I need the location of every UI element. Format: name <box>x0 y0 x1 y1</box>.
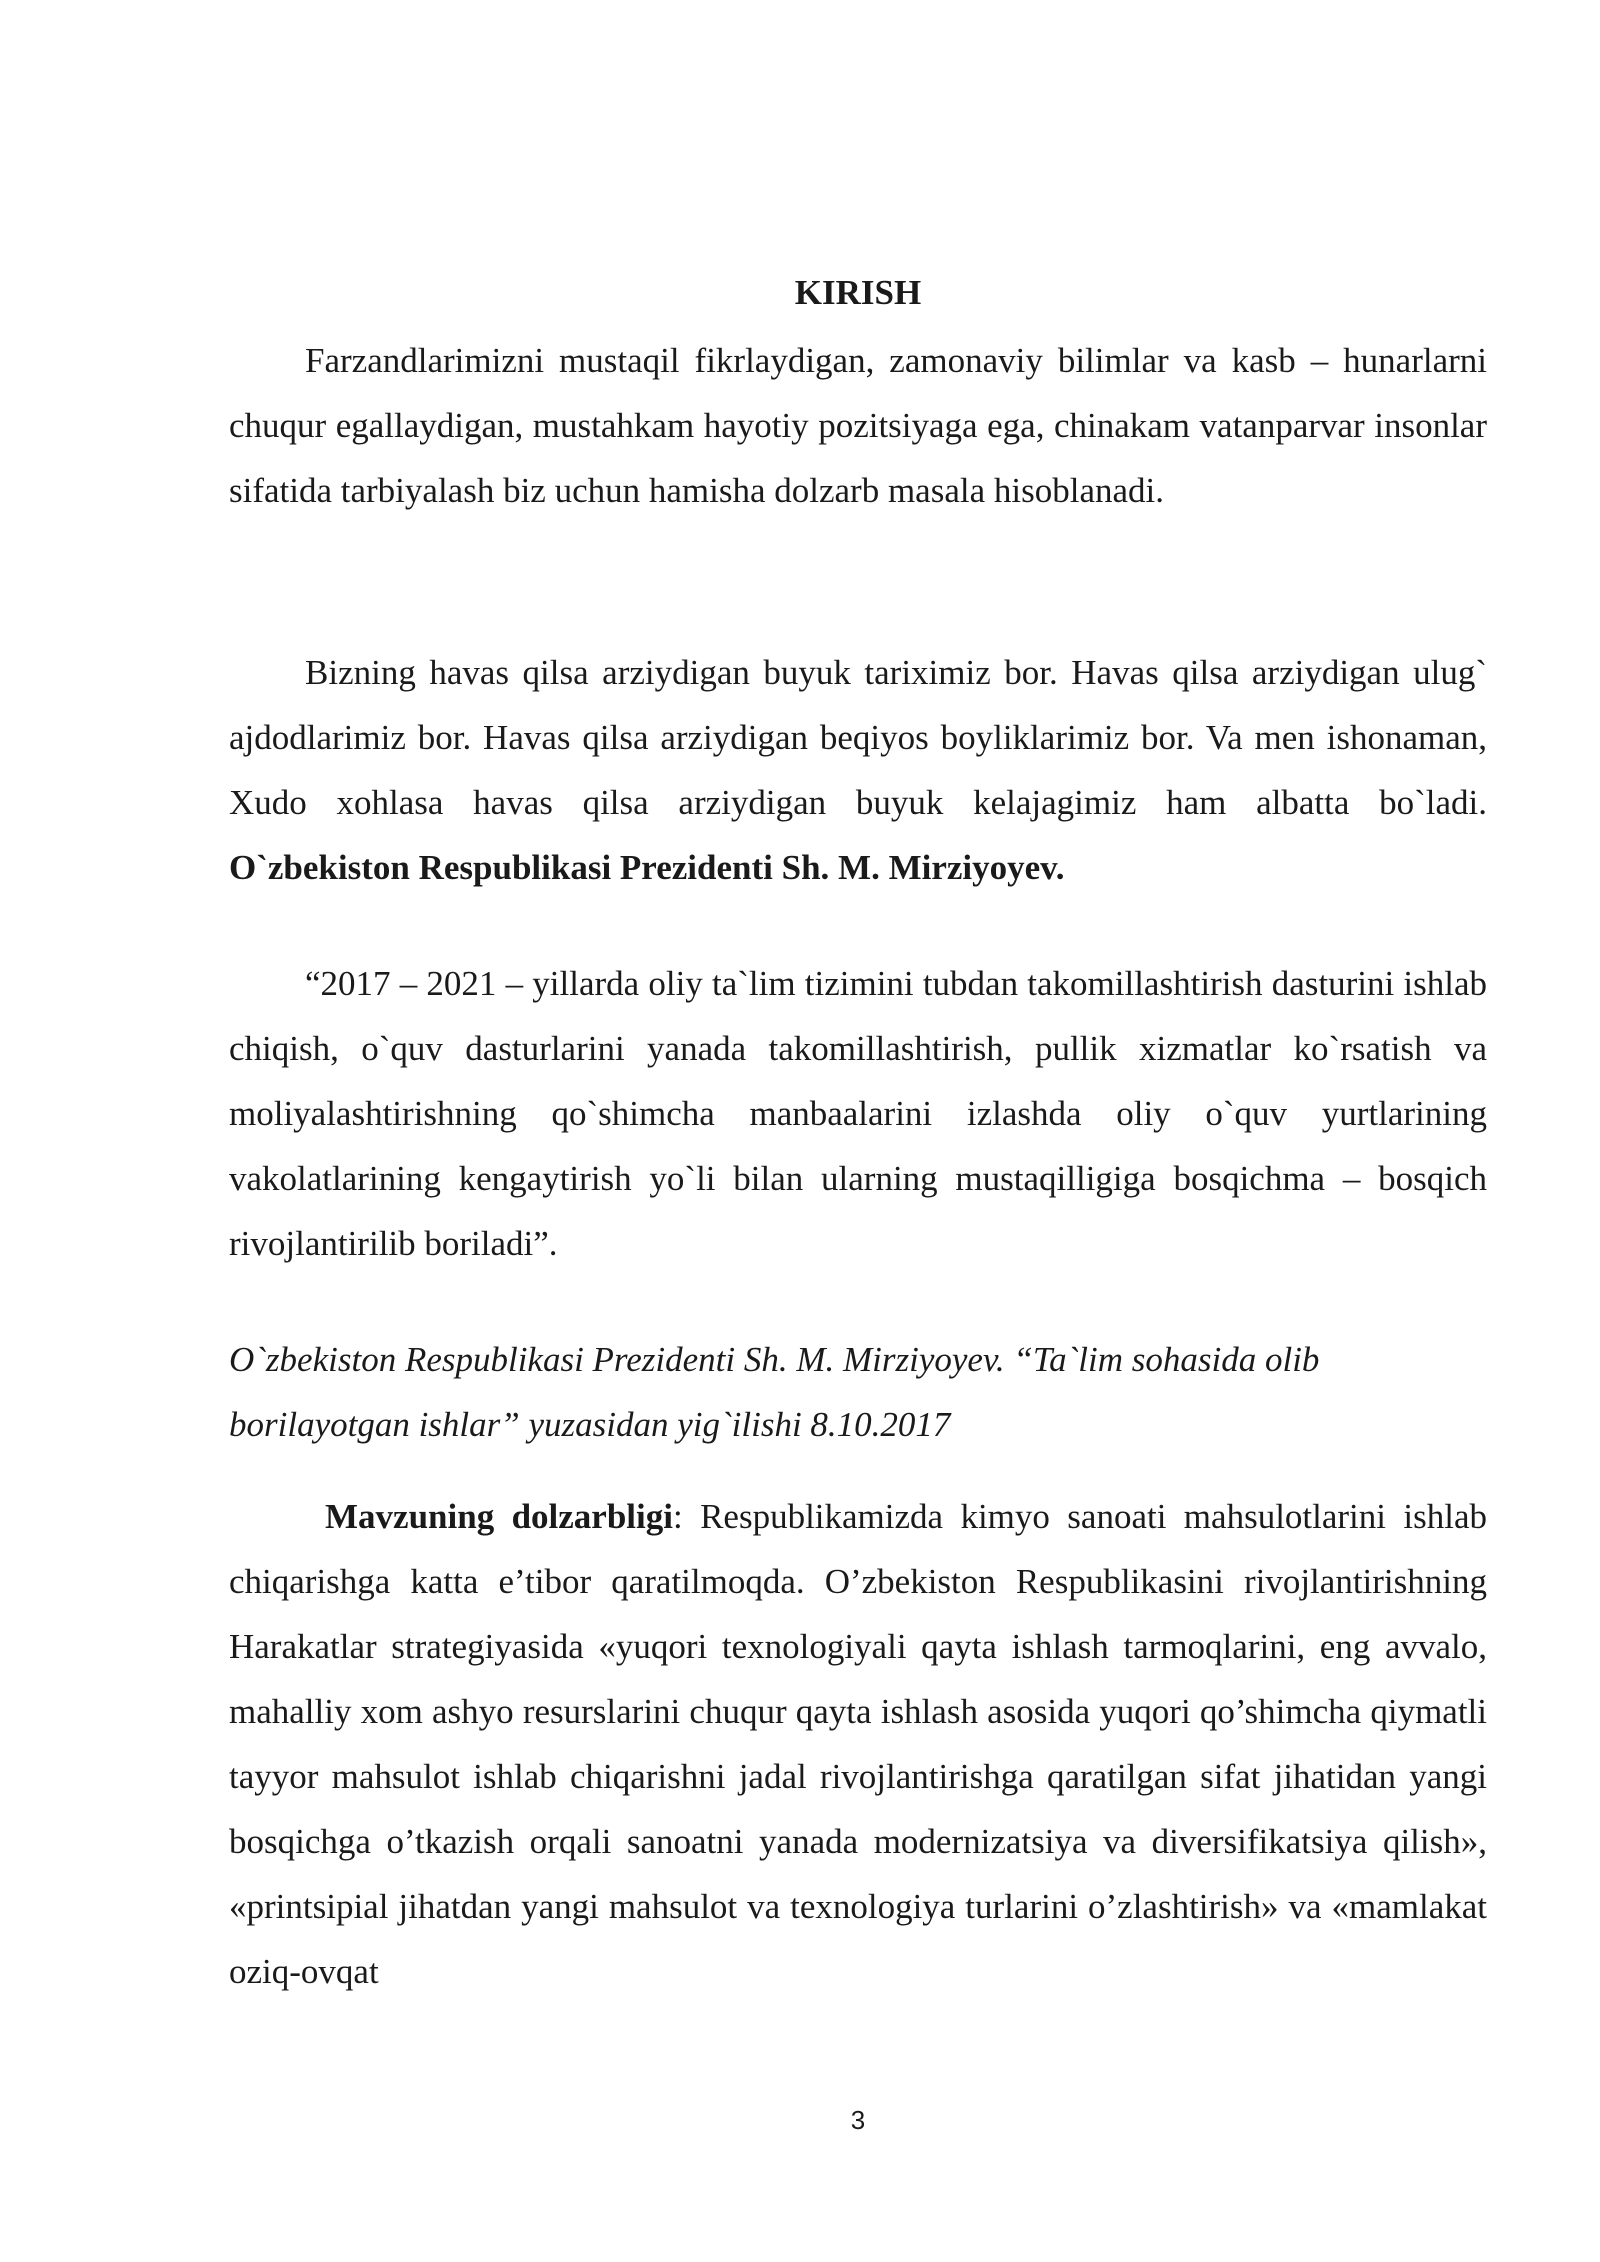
page-number: 3 <box>850 2105 866 2135</box>
quote-author: O`zbekiston Respublikasi Prezidenti Sh. M. Mirziyoyev. <box>229 848 1065 887</box>
intro-paragraph: Farzandlarimizni mustaqil fikrlaydigan, zamonaviy bilimlar va kasb – hunarlarni chuqur egallaydigan, mustahkam hayotiy pozitsiyaga ega, chinakam vatanparvar insonlar sifatida tarbiyalash biz uchun hamisha dolzarb masala hisoblanadi. <box>229 341 1487 510</box>
page-title: KIRISH <box>794 273 922 312</box>
relevance-text: : Respublikamizda kimyo sanoati mahsulotlarini ishlab chiqarishga katta e’tibor qaratilmoqda. O’zbekiston Respublikasini rivojlantirishning Harakatlar strategiyasida «yuqori texnologiyali qayta ishlash tarmoqlarini, eng avvalo, mahalliy xom ashyo resurslarini chuqur qayta ishlash asosida yuqori qo’shimcha qiymatli tayyor mahsulot ishlab chiqarishni jadal rivojlantirishga qaratilgan sifat jihatidan yangi bosqichga o’tkazish orqali sanoatni yanada modernizatsiya va diversifikatsiya qilish», «printsipial jihatdan yangi mahsulot va texnologiya turlarini o’zlashtirish» va «mamlakat oziq-ovqat <box>229 1497 1487 1991</box>
quote-paragraph <box>229 640 1487 900</box>
citation <box>229 1327 1487 1457</box>
relevance-heading: Mavzuning dolzarbligi <box>325 1497 673 1536</box>
citation-line: O`zbekiston Respublikasi Prezidenti Sh. M. Mirziyoyev. “Ta`lim sohasida olib <box>229 1340 1320 1379</box>
decree-quote-paragraph: “2017 – 2021 – yillarda oliy ta`lim tizimini tubdan takomillashtirish dasturini ishlab chiqish, o`quv dasturlarini yanada takomillashtirish, pullik xizmatlar ko`rsatish va moliyalashtirishning qo`shimcha manbaalarini izlashda oliy o`quv yurtlarining vakolatlarining kengaytirish yo`li bilan ularning mustaqilligiga bosqichma – bosqich rivojlantirilib boriladi”. <box>229 964 1487 1263</box>
citation-line: borilayotgan ishlar” yuzasidan yig`ilishi 8.10.2017 <box>229 1405 951 1444</box>
quote-text: Bizning havas qilsa arziydigan buyuk tariximiz bor. Havas qilsa arziydigan ulug` ajdodlarimiz bor. Havas qilsa arziydigan beqiyos boyliklarimiz bor. Va men ishonaman, Xudo xohlasa havas qilsa arziydigan buyuk kelajagimiz ham albatta bo`ladi. <box>229 653 1487 822</box>
relevance-paragraph <box>229 1484 1487 2004</box>
